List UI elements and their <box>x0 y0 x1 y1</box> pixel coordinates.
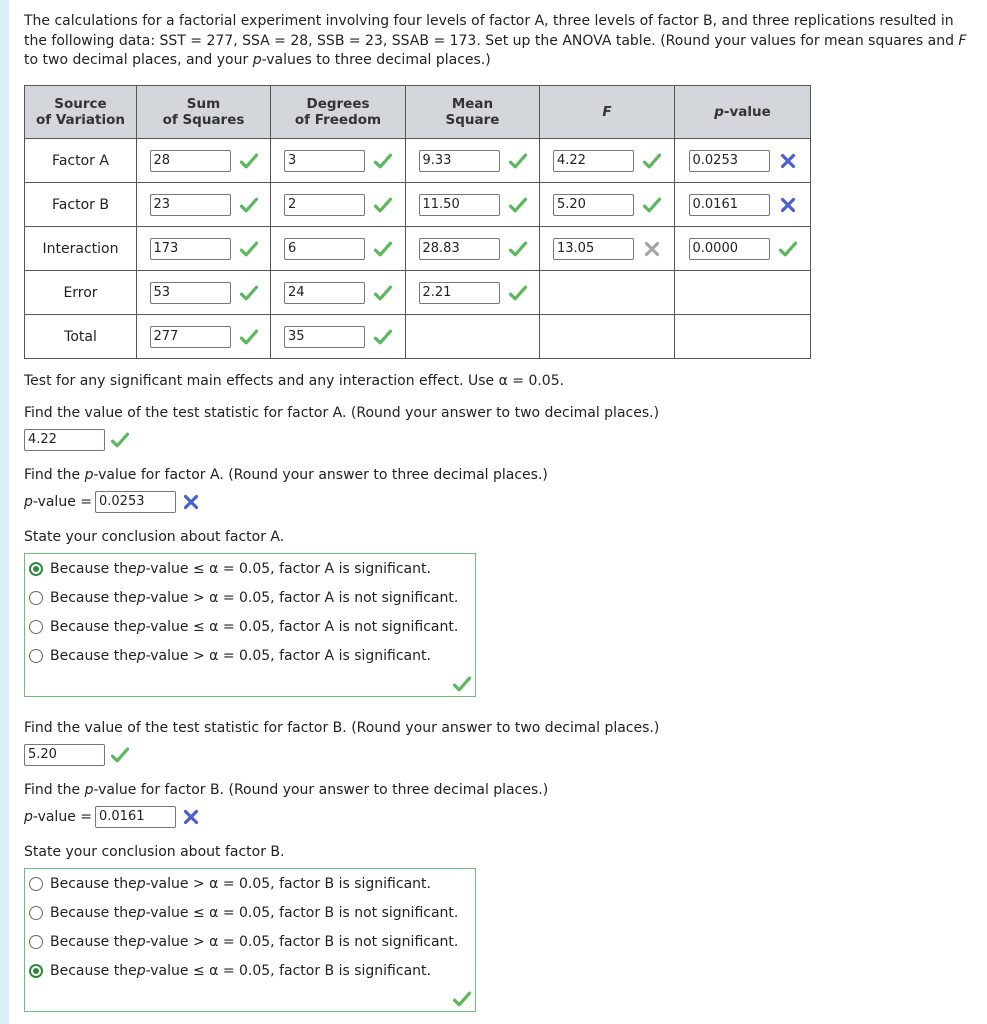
ss-total-input[interactable]: 277 <box>150 326 231 348</box>
ss-error-input[interactable]: 53 <box>150 282 231 304</box>
left-accent-bar <box>0 0 9 1024</box>
factor-a-option-1[interactable]: Because the p -value ≤ α = 0.05, factor A is significant. <box>25 554 475 583</box>
check-icon <box>111 432 129 448</box>
row-label-error: Error <box>25 271 137 315</box>
anova-table <box>24 85 811 359</box>
factor-b-option-4[interactable]: Because the p -value ≤ α = 0.05, factor B is significant. <box>25 956 475 985</box>
df-error-input[interactable]: 24 <box>284 282 365 304</box>
check-icon <box>111 747 129 763</box>
intro-p-symbol: p <box>252 52 262 68</box>
table-row <box>25 139 811 183</box>
check-icon <box>509 285 527 301</box>
factor-a-stat-row <box>24 429 129 451</box>
cross-icon <box>182 494 200 510</box>
question-content <box>24 12 979 979</box>
f-factor-b-input[interactable]: 5.20 <box>553 194 634 216</box>
table-row <box>25 183 811 227</box>
row-label-interaction: Interaction <box>25 227 137 271</box>
factor-a-option-3[interactable]: Because the p -value ≤ α = 0.05, factor A is not significant. <box>25 612 475 641</box>
check-icon <box>374 241 392 257</box>
radio-button[interactable] <box>29 877 43 891</box>
check-icon <box>509 153 527 169</box>
p-factor-a-input[interactable]: 0.0253 <box>689 150 770 172</box>
factor-b-option-3[interactable]: Because the p -value > α = 0.05, factor B is not significant. <box>25 927 475 956</box>
table-header-row <box>25 86 811 139</box>
check-icon <box>240 285 258 301</box>
factor-b-conclusion-question: State your conclusion about factor B. <box>24 844 285 860</box>
row-label-factor-b: Factor B <box>25 183 137 227</box>
radio-button-selected[interactable] <box>29 562 43 576</box>
factor-b-p-value-input[interactable]: 0.0161 <box>95 806 176 828</box>
check-icon <box>509 241 527 257</box>
problem-statement <box>24 12 979 71</box>
intro-text-1: The calculations for a factorial experiment involving four levels of factor A, three levels of factor B, and three replications resulted in the following data: SST = 277, SSA = 28, SSB = 23, SSAB = 173. Set up the ANOVA table. (Round your values for mean squares and <box>24 13 959 49</box>
header-f: F <box>540 86 675 139</box>
intro-text-3: -values to three decimal places.) <box>261 52 491 68</box>
factor-a-p-value-input[interactable]: 0.0253 <box>95 491 176 513</box>
intro-f-symbol: F <box>958 32 967 49</box>
check-icon <box>374 285 392 301</box>
cross-icon <box>779 197 797 213</box>
check-icon <box>643 153 661 169</box>
empty-cell <box>675 271 811 315</box>
header-p-value: p-value <box>675 86 811 139</box>
factor-a-stat-question: Find the value of the test statistic for factor A. (Round your answer to two decimal places.) <box>24 405 660 421</box>
factor-a-p-row <box>24 491 200 513</box>
check-icon <box>453 991 471 1007</box>
check-icon <box>643 197 661 213</box>
df-interaction-input[interactable]: 6 <box>284 238 365 260</box>
factor-b-options-box <box>24 868 476 1012</box>
radio-button[interactable] <box>29 649 43 663</box>
df-total-input[interactable]: 35 <box>284 326 365 348</box>
ss-factor-a-input[interactable]: 28 <box>150 150 231 172</box>
factor-a-option-4[interactable]: Because the p -value > α = 0.05, factor A is significant. <box>25 641 475 670</box>
empty-cell <box>675 315 811 359</box>
header-mean-square: Mean Square <box>406 86 540 139</box>
empty-cell <box>540 315 675 359</box>
factor-a-options-box <box>24 553 476 697</box>
table-row <box>25 227 811 271</box>
factor-b-p-row <box>24 806 200 828</box>
f-factor-a-input[interactable]: 4.22 <box>553 150 634 172</box>
header-degrees-of-freedom: Degrees of Freedom <box>271 86 406 139</box>
check-icon <box>240 329 258 345</box>
factor-a-conclusion-question: State your conclusion about factor A. <box>24 529 285 545</box>
df-factor-b-input[interactable]: 2 <box>284 194 365 216</box>
check-icon <box>240 241 258 257</box>
check-icon <box>374 197 392 213</box>
ms-interaction-input[interactable]: 28.83 <box>419 238 500 260</box>
p-value-label: p-value = <box>24 809 92 825</box>
radio-button[interactable] <box>29 591 43 605</box>
factor-b-p-question: Find the p-value for factor B. (Round your answer to three decimal places.) <box>24 782 549 798</box>
factor-a-option-2[interactable]: Because the p -value > α = 0.05, factor A is not significant. <box>25 583 475 612</box>
radio-button[interactable] <box>29 620 43 634</box>
p-factor-b-input[interactable]: 0.0161 <box>689 194 770 216</box>
cross-icon <box>643 241 661 257</box>
check-icon <box>374 153 392 169</box>
f-interaction-input[interactable]: 13.05 <box>553 238 634 260</box>
factor-a-test-statistic-input[interactable]: 4.22 <box>24 429 105 451</box>
table-row <box>25 315 811 359</box>
factor-b-option-1[interactable]: Because the p -value > α = 0.05, factor B is significant. <box>25 869 475 898</box>
check-icon <box>779 241 797 257</box>
check-icon <box>453 676 471 692</box>
header-source: Source of Variation <box>25 86 137 139</box>
empty-cell <box>406 315 540 359</box>
ms-factor-a-input[interactable]: 9.33 <box>419 150 500 172</box>
ss-factor-b-input[interactable]: 23 <box>150 194 231 216</box>
check-icon <box>374 329 392 345</box>
df-factor-a-input[interactable]: 3 <box>284 150 365 172</box>
empty-cell <box>540 271 675 315</box>
row-label-total: Total <box>25 315 137 359</box>
p-interaction-input[interactable]: 0.0000 <box>689 238 770 260</box>
check-icon <box>240 197 258 213</box>
factor-b-stat-question: Find the value of the test statistic for factor B. (Round your answer to two decimal places.) <box>24 720 660 736</box>
check-icon <box>509 197 527 213</box>
ms-error-input[interactable]: 2.21 <box>419 282 500 304</box>
ms-factor-b-input[interactable]: 11.50 <box>419 194 500 216</box>
factor-b-test-statistic-input[interactable]: 5.20 <box>24 744 105 766</box>
radio-button[interactable] <box>29 906 43 920</box>
factor-b-option-2[interactable]: Because the p -value ≤ α = 0.05, factor B is not significant. <box>25 898 475 927</box>
radio-button[interactable] <box>29 935 43 949</box>
check-icon <box>240 153 258 169</box>
factor-b-stat-row <box>24 744 129 766</box>
p-value-label: p-value = <box>24 494 92 510</box>
factor-a-p-question: Find the p-value for factor A. (Round your answer to three decimal places.) <box>24 467 548 483</box>
header-sum-of-squares: Sum of Squares <box>137 86 271 139</box>
cross-icon <box>779 153 797 169</box>
row-label-factor-a: Factor A <box>25 139 137 183</box>
table-row <box>25 271 811 315</box>
test-instructions: Test for any significant main effects and any interaction effect. Use α = 0.05. <box>24 373 565 389</box>
intro-text-2: to two decimal places, and your <box>24 52 253 68</box>
ss-interaction-input[interactable]: 173 <box>150 238 231 260</box>
radio-button-selected[interactable] <box>29 964 43 978</box>
cross-icon <box>182 809 200 825</box>
